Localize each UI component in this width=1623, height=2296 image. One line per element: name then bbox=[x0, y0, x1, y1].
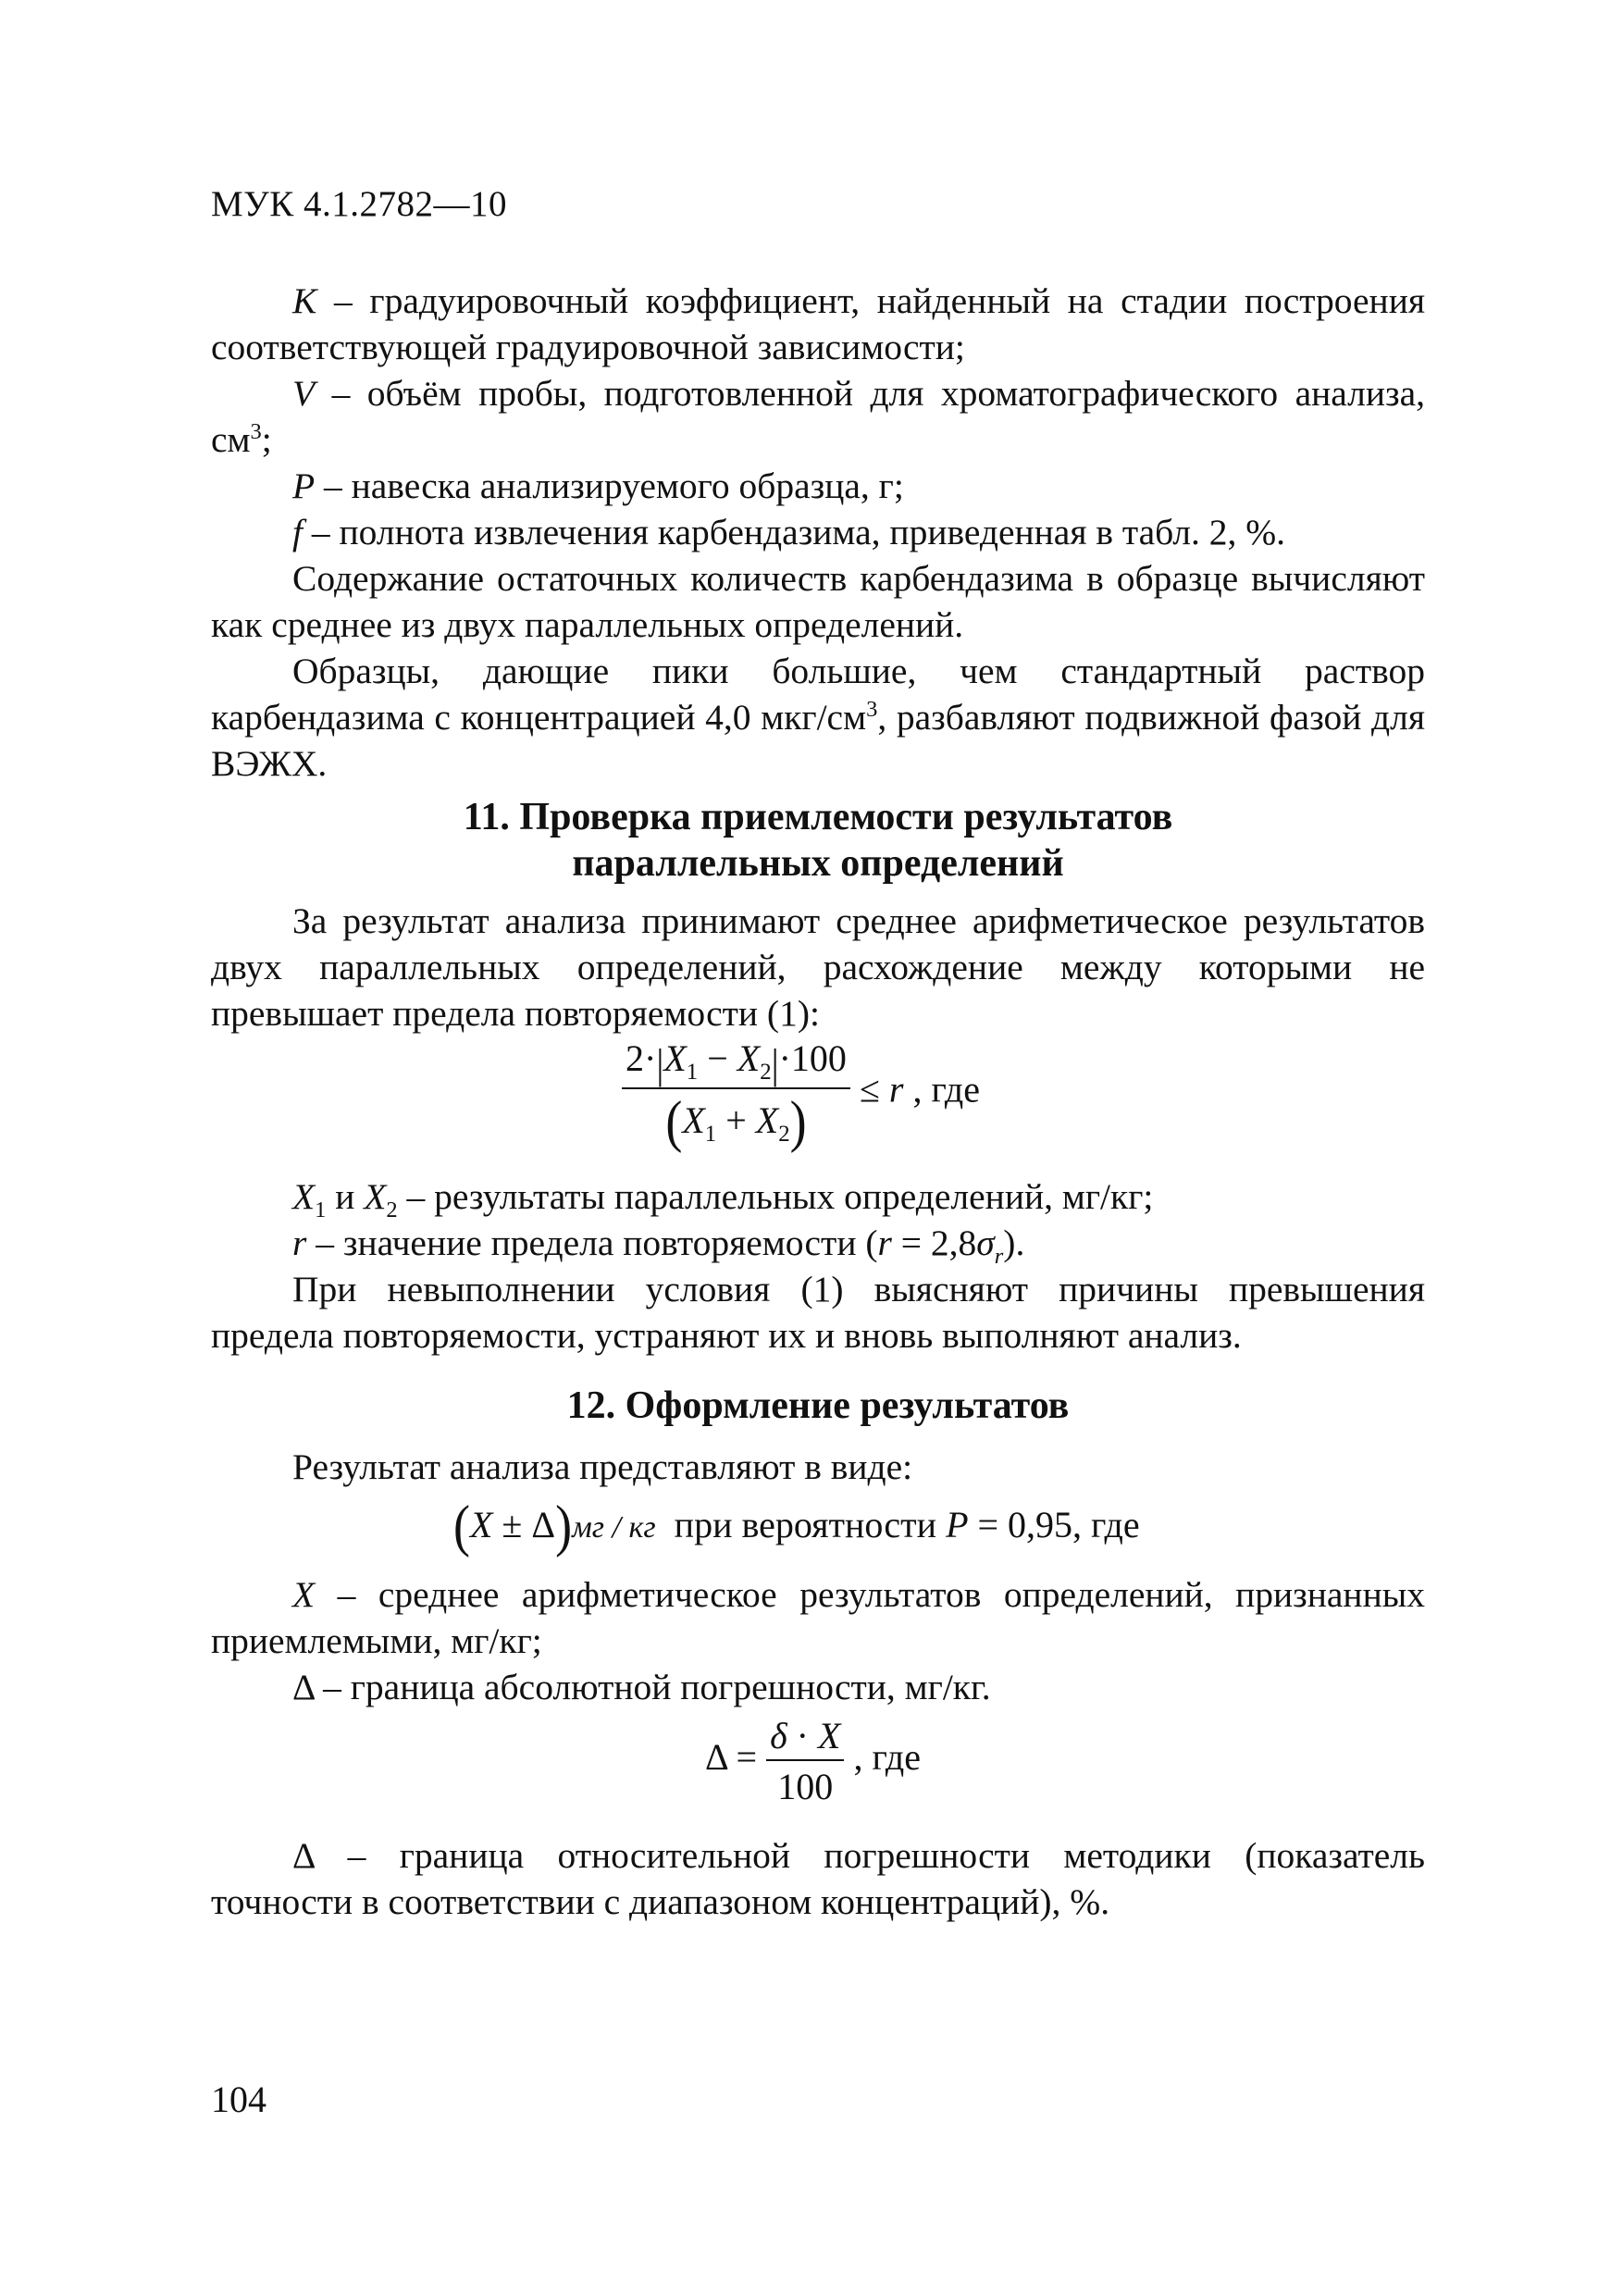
paragraph-dilution: Образцы, дающие пики большие, чем стандартный раствор карбендазима с концентрацией 4,0 мкг/$см^3$, разбавляют подвижной фазой для ВЭЖХ. bbox=[211, 651, 1425, 784]
paragraph-failure: При невыполнении условия (1) выясняют причины превышения предела повторяемости, устраняют их и вновь выполняют анализ. bbox=[211, 1269, 1425, 1356]
definition-r: r – значение предела повторяемости $(r = 2,8\sigma_r)$. bbox=[292, 1222, 1025, 1269]
section-12-definitions bbox=[211, 1571, 1425, 1710]
paragraph-content: Содержание остаточных количеств карбендазима в образце вычисляют как среднее из двух параллельных определений. bbox=[211, 558, 1425, 645]
section-12-heading: 12. Оформление результатов bbox=[566, 1384, 1070, 1427]
section-11-intro-block bbox=[211, 898, 1425, 1036]
definition-v: V – объём пробы, подготовленной для хроматографического анализа, $см^3$; bbox=[211, 373, 1425, 460]
section-11-definitions bbox=[211, 1173, 1425, 1359]
fraction-denominator: $(X_1 + X_2)$ bbox=[622, 1087, 850, 1150]
section-11-heading: 11. Проверка приемлемости результатов параллельных определений bbox=[463, 796, 1173, 885]
definitions-block bbox=[211, 278, 1425, 787]
definition-x-mean: X – среднее арифметическое результатов определений, признанных приемлемыми, мг/кг; bbox=[211, 1574, 1425, 1661]
result-formula: (X ± Δ)мг / кг при вероятности P = 0,95, где bbox=[453, 1494, 1140, 1558]
delta-fraction bbox=[766, 1714, 844, 1808]
section-12-relative-block bbox=[211, 1832, 1425, 1925]
section-12-intro: Результат анализа представляют в виде: bbox=[292, 1446, 913, 1487]
running-header: МУК 4.1.2782—10 bbox=[211, 184, 508, 224]
definition-p: P – навеска анализируемого образца, г; bbox=[292, 465, 904, 506]
delta-denominator: 100 bbox=[766, 1759, 844, 1808]
delta-numerator: δ · X bbox=[770, 1715, 841, 1756]
repeatability-formula: $\frac{2\cdot|X_1 - X_2|\cdot 100}{(X_1 + X_2)}$ ≤ r , где bbox=[622, 1036, 980, 1150]
repeatability-fraction bbox=[622, 1036, 850, 1154]
definition-delta-relative: Δ – граница относительной погрешности методики (показатель точности в соответствии с диапазоном концентраций), %. bbox=[211, 1835, 1425, 1922]
definition-f: f – полнота извлечения карбендазима, приведенная в табл. 2, %. bbox=[292, 512, 1286, 552]
section-11-intro: За результат анализа принимают среднее арифметическое результатов двух параллельных определений, расхождение между которыми не превышает предела повторяемости (1): bbox=[211, 900, 1425, 1034]
section-12-intro-block bbox=[211, 1444, 1425, 1490]
definition-x1-x2: $X_1$ и $X_2$ – результаты параллельных определений, мг/кг; bbox=[292, 1176, 1154, 1222]
page-number: 104 bbox=[211, 2079, 266, 2120]
definition-delta-absolute: Δ – граница абсолютной погрешности, мг/кг. bbox=[292, 1667, 991, 1707]
fraction-numerator: $2\cdot|X_1 - X_2|\cdot 100$ bbox=[626, 1037, 847, 1088]
delta-formula: Δ = $\frac{\delta \cdot X}{100}$ , где bbox=[705, 1715, 921, 1807]
definition-k: K – градуировочный коэффициент, найденный на стадии построения соответствующей градуировочной зависимости; bbox=[211, 280, 1425, 367]
